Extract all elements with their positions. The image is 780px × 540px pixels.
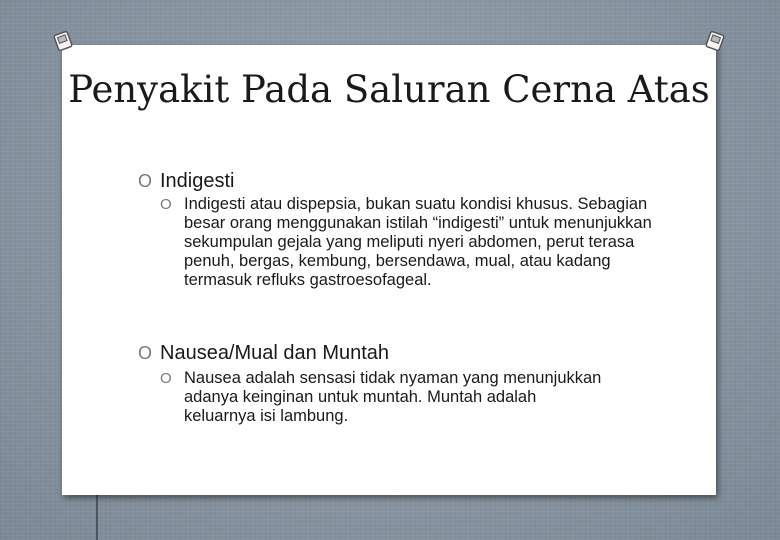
bullet-label: Indigesti [160,170,235,192]
bullet-nausea [138,341,678,365]
bullet-marker: O [138,343,153,363]
sub-bullet-marker: O [160,196,172,213]
sub-bullet-indigesti [160,195,670,290]
bullet-label: Nausea/Mual dan Muntah [160,342,390,364]
sub-bullet-marker: O [160,370,172,387]
sub-bullet-nausea [160,369,610,426]
slide-card [62,45,716,495]
bullet-indigesti [138,169,678,193]
slide-title: Penyakit Pada Saluran Cerna Atas [68,68,710,111]
sub-bullet-text: Indigesti atau dispepsia, bukan suatu kondisi khusus. Sebagian besar orang menggunakan istilah “indigesti” untuk menunjukkan sekumpulan gejala yang meliputi nyeri abdomen, perut terasa penuh, bergas, kembung, bersendawa, mual, atau kadang termasuk refluks gastroesofageal. [184,195,652,289]
sub-bullet-text: Nausea adalah sensasi tidak nyaman yang menunjukkan adanya keinginan untuk muntah. Muntah adalah keluarnya isi lambung. [184,369,602,425]
bullet-marker: O [138,171,153,191]
pin-icon [704,30,726,52]
pin-icon [52,30,74,52]
